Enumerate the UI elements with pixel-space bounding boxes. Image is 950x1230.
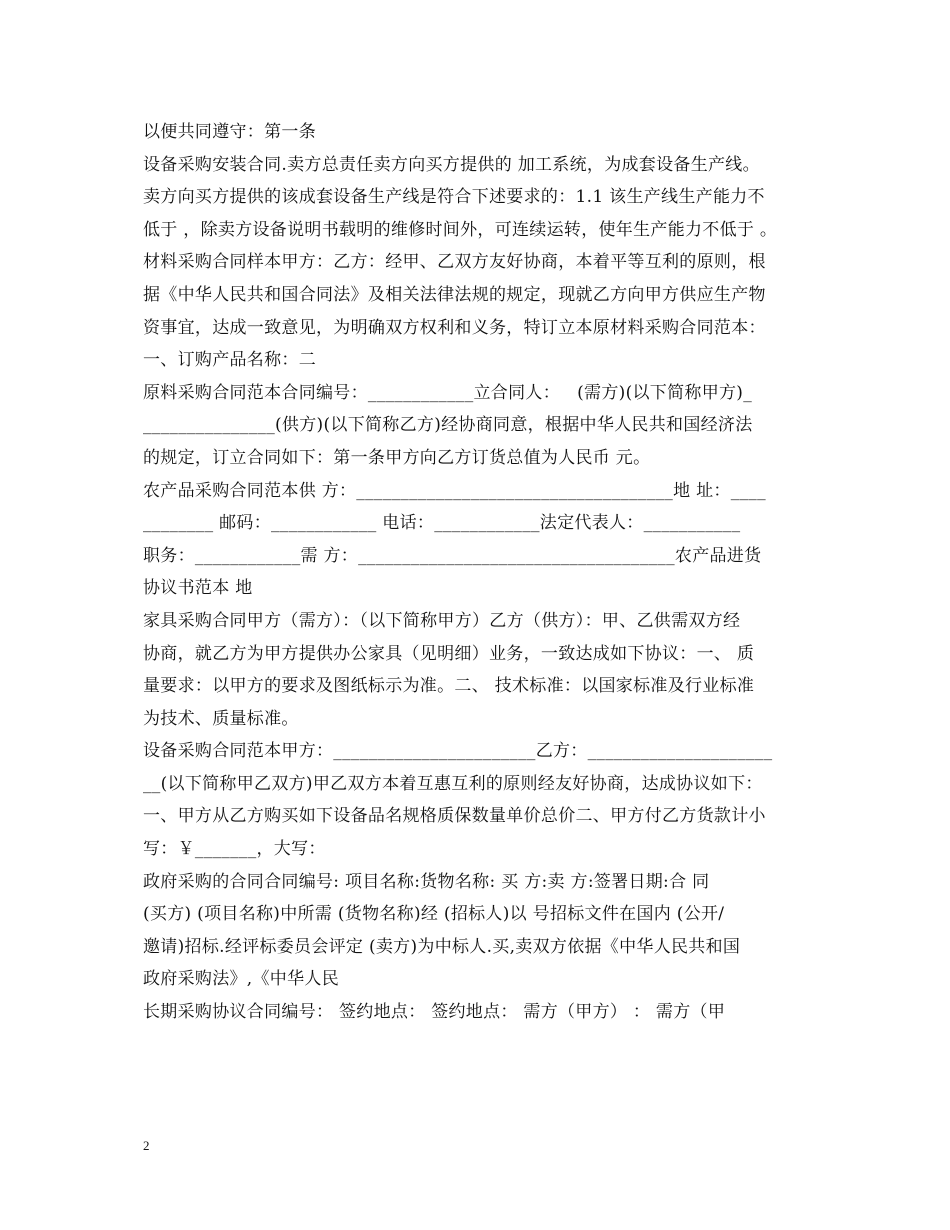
text-line: 卖方向买方提供的该成套设备生产线是符合下述要求的：1.1 该生产线生产能力不 <box>143 187 765 208</box>
text-line: 材料采购合同样本甲方：乙方：经甲、乙双方友好协商，本着平等互利的原则，根 <box>143 252 766 273</box>
text-line: ________ 邮码：____________ 电话：____________法定代表人：___________ <box>143 513 741 534</box>
document-body <box>143 116 823 1029</box>
text-line: 一、甲方从乙方购买如下设备品名规格质保数量单价总价二、甲方付乙方货款计小 <box>143 806 766 827</box>
text-line: 量要求：以甲方的要求及图纸标示为准。二、 技术标准：以国家标准及行业标准 <box>143 676 755 697</box>
text-line: 农产品采购合同范本供 方：____________________________________地 址：____ <box>143 480 766 501</box>
text-line: 政府采购法》,《中华人民 <box>143 969 340 990</box>
page-number: 2 <box>143 1138 150 1153</box>
text-line: 设备采购安装合同.卖方总责任卖方向买方提供的 加工系统，为成套设备生产线。 <box>143 154 760 175</box>
text-line: 家具采购合同甲方（需方）：（以下简称甲方）乙方（供方）：甲、乙供需双方经 <box>143 610 741 631</box>
text-line: 据《中华人民共和国合同法》及相关法律法规的规定，现就乙方向甲方供应生产物 <box>143 284 766 305</box>
text-line: 职务：____________需 方：____________________________________农产品进货 <box>143 545 762 566</box>
text-line: (买方) (项目名称)中所需 (货物名称)经 (招标人)以 号招标文件在国内 (公开/ <box>143 904 725 925</box>
text-line: 协议书范本 地 <box>143 578 253 599</box>
text-line: 一、订购产品名称：二 <box>143 350 316 371</box>
text-line: 写：￥_______，大写： <box>143 839 326 860</box>
text-line: _______________(供方)(以下简称乙方)经协商同意，根据中华人民共和国经济法 <box>143 415 753 436</box>
text-line: 的规定，订立合同如下：第一条甲方向乙方订货总值为人民币 元。 <box>143 447 651 468</box>
text-line: 资事宜，达成一致意见，为明确双方权利和义务，特订立本原材料采购合同范本： <box>143 317 766 338</box>
text-line: 协商，就乙方为甲方提供办公家具（见明细）业务，一致达成如下协议：一、 质 <box>143 643 755 664</box>
text-line: 以便共同遵守：第一条 <box>143 122 316 142</box>
text-line: __(以下简称甲乙双方)甲乙双方本着互惠互利的原则经友好协商，达成协议如下： <box>143 773 763 794</box>
text-line: 原料采购合同范本合同编号：____________立合同人： (需方)(以下简称甲方)_ <box>143 382 753 403</box>
text-line: 政府采购的合同合同编号: 项目名称:货物名称: 买 方:卖 方:签署日期:合 同 <box>143 871 710 892</box>
text-line: 设备采购合同范本甲方：_______________________乙方：_____________________ <box>143 741 773 762</box>
text-line: 邀请)招标.经评标委员会评定 (卖方)为中标人.买,卖双方依据《中华人民共和国 <box>143 936 741 957</box>
text-line: 为技术、质量标准。 <box>143 708 299 729</box>
text-line: 长期采购协议合同编号： 签约地点： 签约地点： 需方（甲方） ： 需方（甲 <box>143 1002 726 1023</box>
text-line: 低于 ，除卖方设备说明书载明的维修时间外，可连续运转，使年生产能力不低于 。 <box>143 219 778 240</box>
